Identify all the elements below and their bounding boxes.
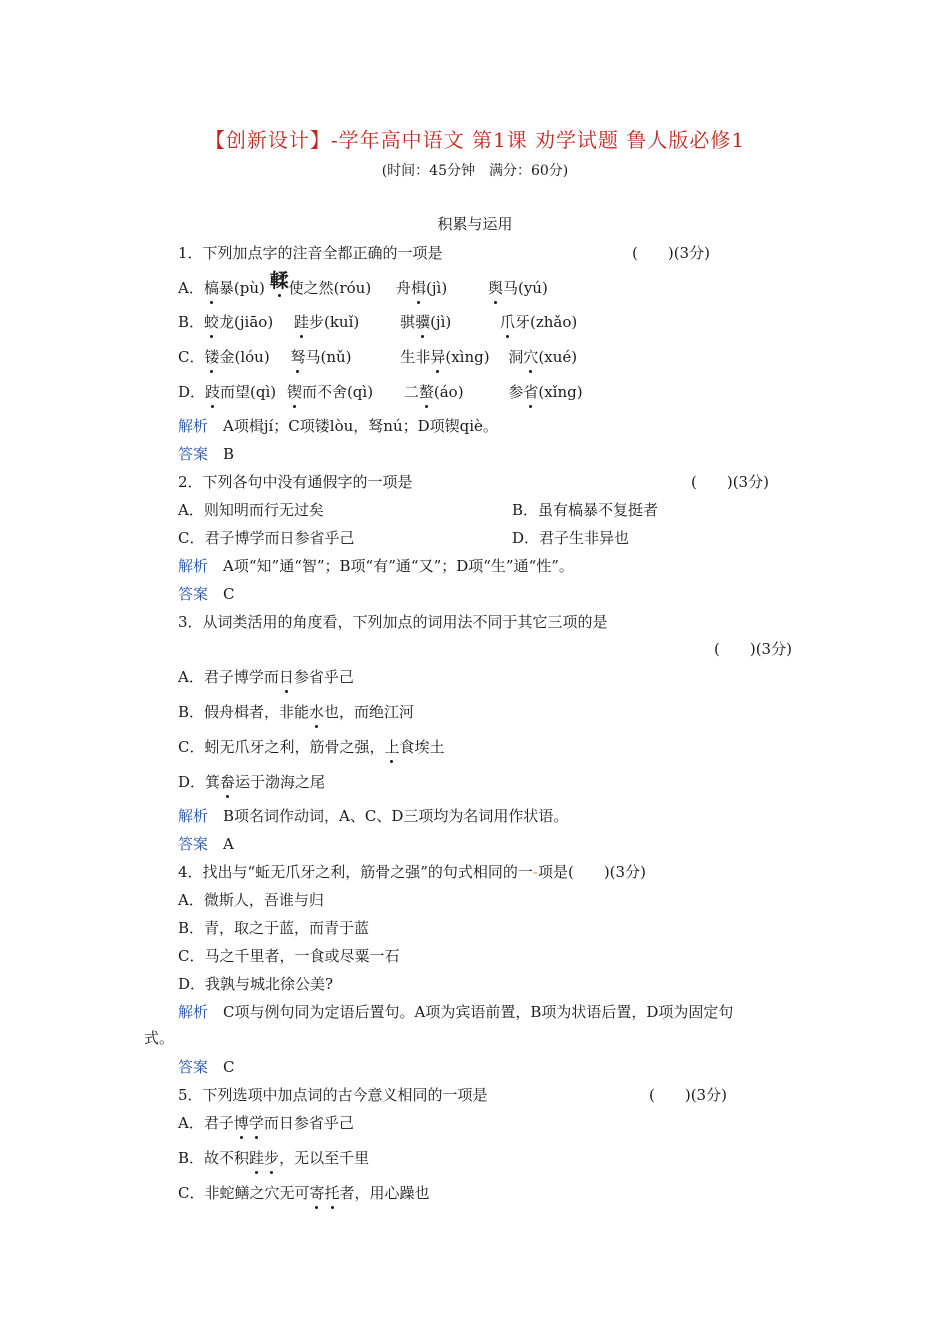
q5-bracket: ( )(3分) bbox=[649, 1086, 727, 1104]
time-score-info: (时间：45分钟 满分：60分) bbox=[381, 163, 569, 179]
document-title: 【创新设计】-学年高中语文 第1课 劝学试题 鲁人版必修1 bbox=[204, 128, 746, 152]
q1-bracket: ( )(3分) bbox=[632, 244, 710, 262]
q1-stem: 1．下列加点字的注音全都正确的一项是 bbox=[178, 244, 443, 262]
q2-analysis: 解析 A项“知”通“智”；B项“有”通“又”；D项“生”通“性”。 bbox=[178, 557, 574, 575]
q3-option-a: A．君子博学而日参省乎己 bbox=[178, 668, 354, 686]
q3-option-d: D．箕畚运于渤海之尾 bbox=[178, 773, 326, 791]
q2-option-a: A．则知明而行无过矣 bbox=[178, 501, 324, 519]
q3-option-c: C．蚓无爪牙之利，筋骨之强，上食埃土 bbox=[178, 738, 445, 756]
q2-answer: 答案 C bbox=[178, 585, 235, 603]
q2-option-b: B．虽有槁暴不复挺者 bbox=[512, 501, 659, 519]
q4-option-c: C．马之千里者，一食或尽粟一石 bbox=[178, 947, 400, 965]
q4-analysis-cont: 式。 bbox=[144, 1029, 175, 1047]
q2-stem: 2．下列各句中没有通假字的一项是 bbox=[178, 473, 413, 491]
q1-option-b: B．蛟龙(jiāo) 跬步(kuǐ) 骐骥(jì) 爪牙(zhǎo) bbox=[178, 313, 578, 331]
q2-option-c: C．君子博学而日参省乎己 bbox=[178, 529, 355, 547]
q5-stem: 5．下列选项中加点词的古今意义相同的一项是 bbox=[178, 1086, 488, 1104]
q5-option-c: C．非蛇鳝之穴无可寄托者，用心躁也 bbox=[178, 1184, 430, 1202]
q4-stem: 4．找出与“蚯无爪牙之利，筋骨之强”的句式相同的一-项是( )(3分) bbox=[178, 863, 646, 881]
q1-option-a: A．槁暴(pù) 輮使之然(róu) 舟楫(jì) 舆马(yú) bbox=[178, 270, 548, 297]
section-heading: 积累与运用 bbox=[437, 215, 513, 233]
q3-option-b: B．假舟楫者，非能水也，而绝江河 bbox=[178, 703, 415, 721]
q1-analysis: 解析 A项楫jí；C项镂lòu，驽nú；D项锲qiè。 bbox=[178, 417, 498, 435]
q3-answer: 答案 A bbox=[178, 835, 234, 853]
q2-option-d: D．君子生非异也 bbox=[512, 529, 630, 547]
q1-answer: 答案 B bbox=[178, 445, 235, 463]
q4-option-d: D．我孰与城北徐公美? bbox=[178, 975, 334, 993]
q4-answer: 答案 C bbox=[178, 1058, 235, 1076]
q5-option-b: B．故不积跬步，无以至千里 bbox=[178, 1149, 370, 1167]
q3-bracket: ( )(3分) bbox=[714, 640, 792, 658]
q3-stem: 3．从词类活用的角度看，下列加点的词用法不同于其它三项的是 bbox=[178, 613, 608, 631]
q1-option-d: D．跂而望(qì) 锲而不舍(qì) 二螯(áo) 参省(xǐng) bbox=[178, 383, 583, 401]
q2-bracket: ( )(3分) bbox=[691, 473, 769, 491]
q4-analysis: 解析 C项与例句同为定语后置句。A项为宾语前置，B项为状语后置，D项为固定句 bbox=[178, 1003, 734, 1021]
q4-option-b: B．青，取之于蓝，而青于蓝 bbox=[178, 919, 370, 937]
q4-option-a: A．微斯人，吾谁与归 bbox=[178, 891, 324, 909]
q5-option-a: A．君子博学而日参省乎己 bbox=[178, 1114, 354, 1132]
q1-option-c: C．镂金(lóu) 驽马(nǔ) 生非异(xìng) 洞穴(xué) bbox=[178, 348, 578, 366]
q3-analysis: 解析 B项名词作动词，A、C、D三项均为名词用作状语。 bbox=[178, 807, 569, 825]
